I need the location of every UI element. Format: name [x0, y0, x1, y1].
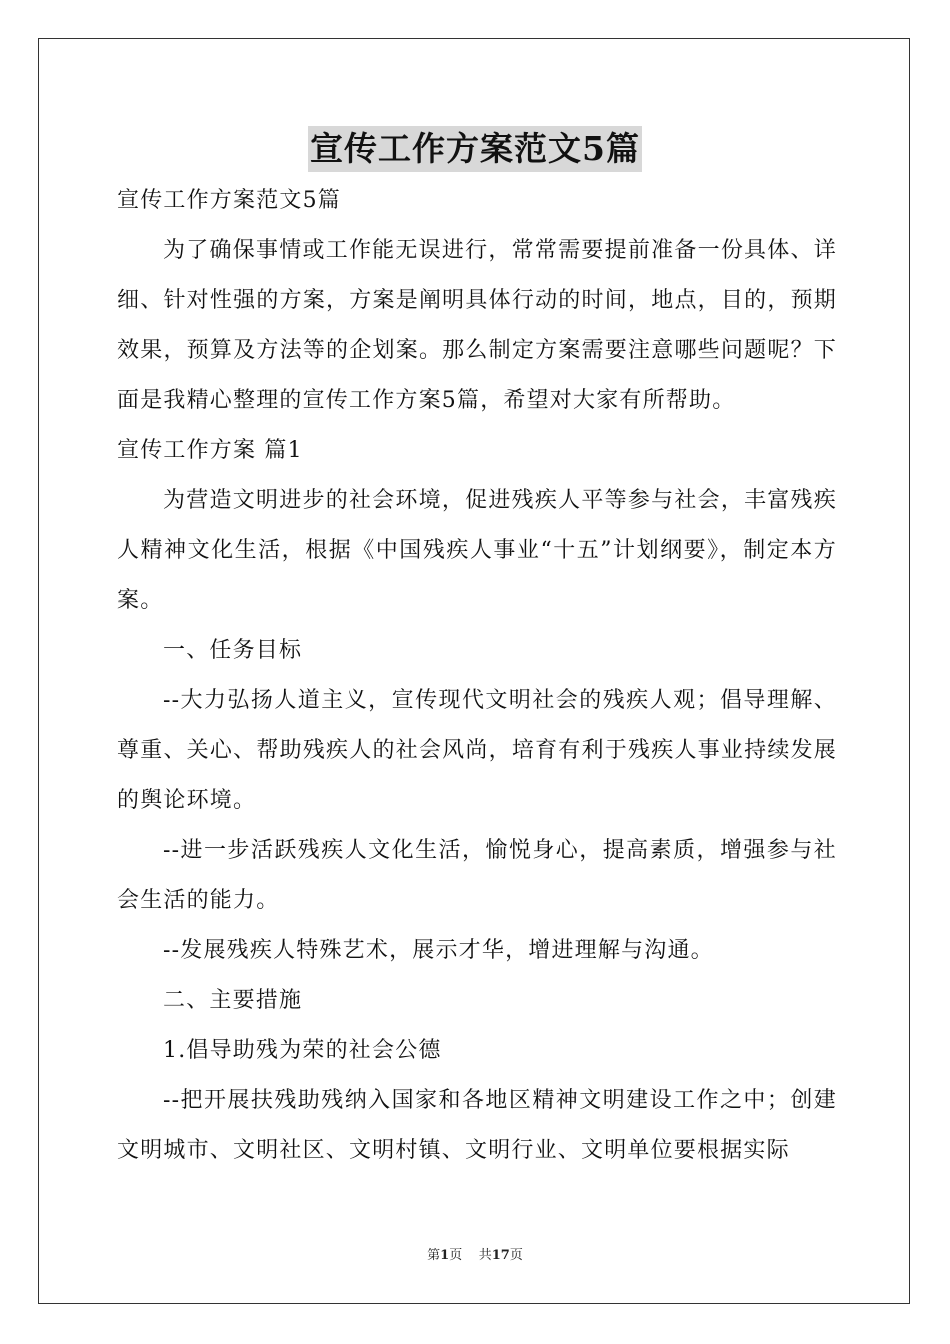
paragraph-goal-1: --大力弘扬人道主义，宣传现代文明社会的残疾人观；倡导理解、尊重、关心、帮助残疾人的社会风尚，培育有利于残疾人事业持续发展的舆论环境。	[117, 688, 837, 813]
paragraph-goal-3: --发展残疾人特殊艺术，展示才华，增进理解与沟通。	[163, 938, 714, 963]
page-footer	[0, 1246, 950, 1266]
heading-main-measures: 二、主要措施	[163, 988, 303, 1013]
paragraph-goal-2: --进一步活跃残疾人文化生活，愉悦身心，提高素质，增强参与社会生活的能力。	[117, 838, 837, 913]
heading-task-goals: 一、任务目标	[163, 638, 303, 663]
total-prefix: 共	[478, 1248, 492, 1263]
page-number: 1	[440, 1248, 450, 1263]
paragraph-measure-1: --把开展扶残助残纳入国家和各地区精神文明建设工作之中；创建文明城市、文明社区、文明村镇、文明行业、文明单位要根据实际	[117, 1088, 837, 1163]
document-body	[117, 176, 837, 1176]
page-prefix: 第	[427, 1248, 441, 1263]
section-heading: 宣传工作方案 篇1	[117, 438, 303, 463]
page-suffix: 页	[449, 1248, 463, 1263]
title-wrap	[0, 126, 950, 172]
total-pages: 17	[491, 1248, 510, 1263]
paragraph-purpose: 为营造文明进步的社会环境，促进残疾人平等参与社会，丰富残疾人精神文化生活，根据《中国残疾人事业“十五”计划纲要》，制定本方案。	[117, 488, 837, 613]
total-suffix: 页	[509, 1248, 523, 1263]
paragraph-intro: 为了确保事情或工作能无误进行，常常需要提前准备一份具体、详细、针对性强的方案，方案是阐明具体行动的时间，地点，目的，预期效果，预算及方法等的企划案。那么制定方案需要注意哪些问题呢？下面是我精心整理的宣传工作方案5篇，希望对大家有所帮助。	[117, 238, 837, 413]
subtitle-line: 宣传工作方案范文5篇	[117, 188, 341, 213]
heading-measure-1: 1.倡导助残为荣的社会公德	[163, 1038, 442, 1063]
document-title: 宣传工作方案范文5篇	[308, 126, 642, 172]
